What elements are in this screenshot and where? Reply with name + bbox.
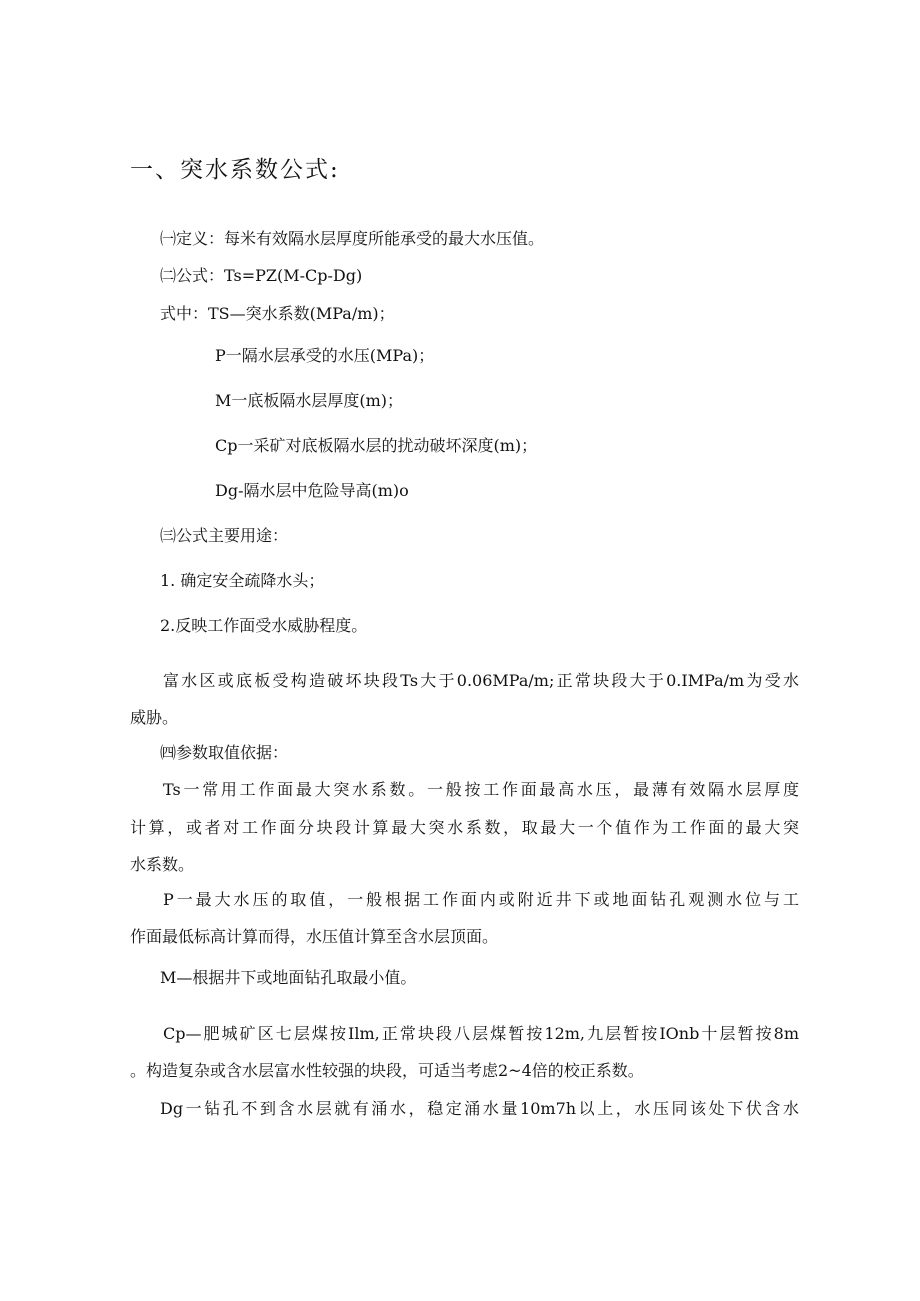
p-para-line-2: 作面最低标高计算而得，水压值计算至含水层顶面。 (130, 927, 499, 946)
variable-cp: Cp一采矿对底板隔水层的扰动破坏深度(m)； (215, 436, 538, 455)
ts-para-line-2: 计算，或者对工作面分块段计算最大突水系数，取最大一个值作为工作面的最大突 (130, 818, 799, 837)
use-item-1: 1. 确定安全疏降水头； (160, 571, 325, 590)
ts-para-line-1: Ts一常用工作面最大突水系数。一般按工作面最高水压，最薄有效隔水层厚度 (163, 780, 799, 799)
variable-p: P一隔水层承受的水压(MPa)； (215, 346, 435, 365)
variable-dg: Dg-隔水层中危险导高(m)o (215, 481, 409, 500)
variable-m: M一底板隔水层厚度(m)； (215, 391, 404, 410)
use-item-2: 2.反映工作面受水威胁程度。 (160, 616, 368, 635)
params-heading: ㈣参数取值依据： (160, 743, 289, 762)
uses-heading: ㈢公式主要用途： (160, 526, 289, 545)
rich-water-line-1: 富水区或底板受构造破坏块段Ts大于0.06MPa∕m;正常块段大于0.IMPa/m为受水 (163, 671, 799, 690)
cp-para-line-2: 。构造复杂或含水层富水性较强的块段，可适当考虑2~4倍的校正系数。 (130, 1061, 644, 1080)
p-para-line-1: P一最大水压的取值，一般根据工作面内或附近井下或地面钻孔观测水位与工 (163, 890, 799, 909)
cp-para-line-1: Cp—肥城矿区七层煤按Ilm,正常块段八层煤暂按12m,九层暂按IOnb十层暂按8m (163, 1024, 799, 1043)
ts-para-line-3: 水系数。 (130, 855, 195, 874)
formula-line: ㈡公式：Ts=PZ(M-Cp-Dg) (160, 266, 363, 285)
dg-para-line-1: Dg一钻孔不到含水层就有涌水，稳定涌水量10m7h以上，水压同该处下伏含水 (160, 1099, 799, 1118)
definition-line: ㈠定义：每米有效隔水层厚度所能承受的最大水压值。 (160, 229, 545, 248)
rich-water-line-2: 威胁。 (130, 708, 179, 727)
section-heading: 一、突水系数公式: (130, 157, 340, 183)
m-para-line: M—根据井下或地面钻孔取最小值。 (160, 968, 417, 987)
where-line: 式中：TS—突水系数(MPa/m)； (160, 304, 395, 323)
